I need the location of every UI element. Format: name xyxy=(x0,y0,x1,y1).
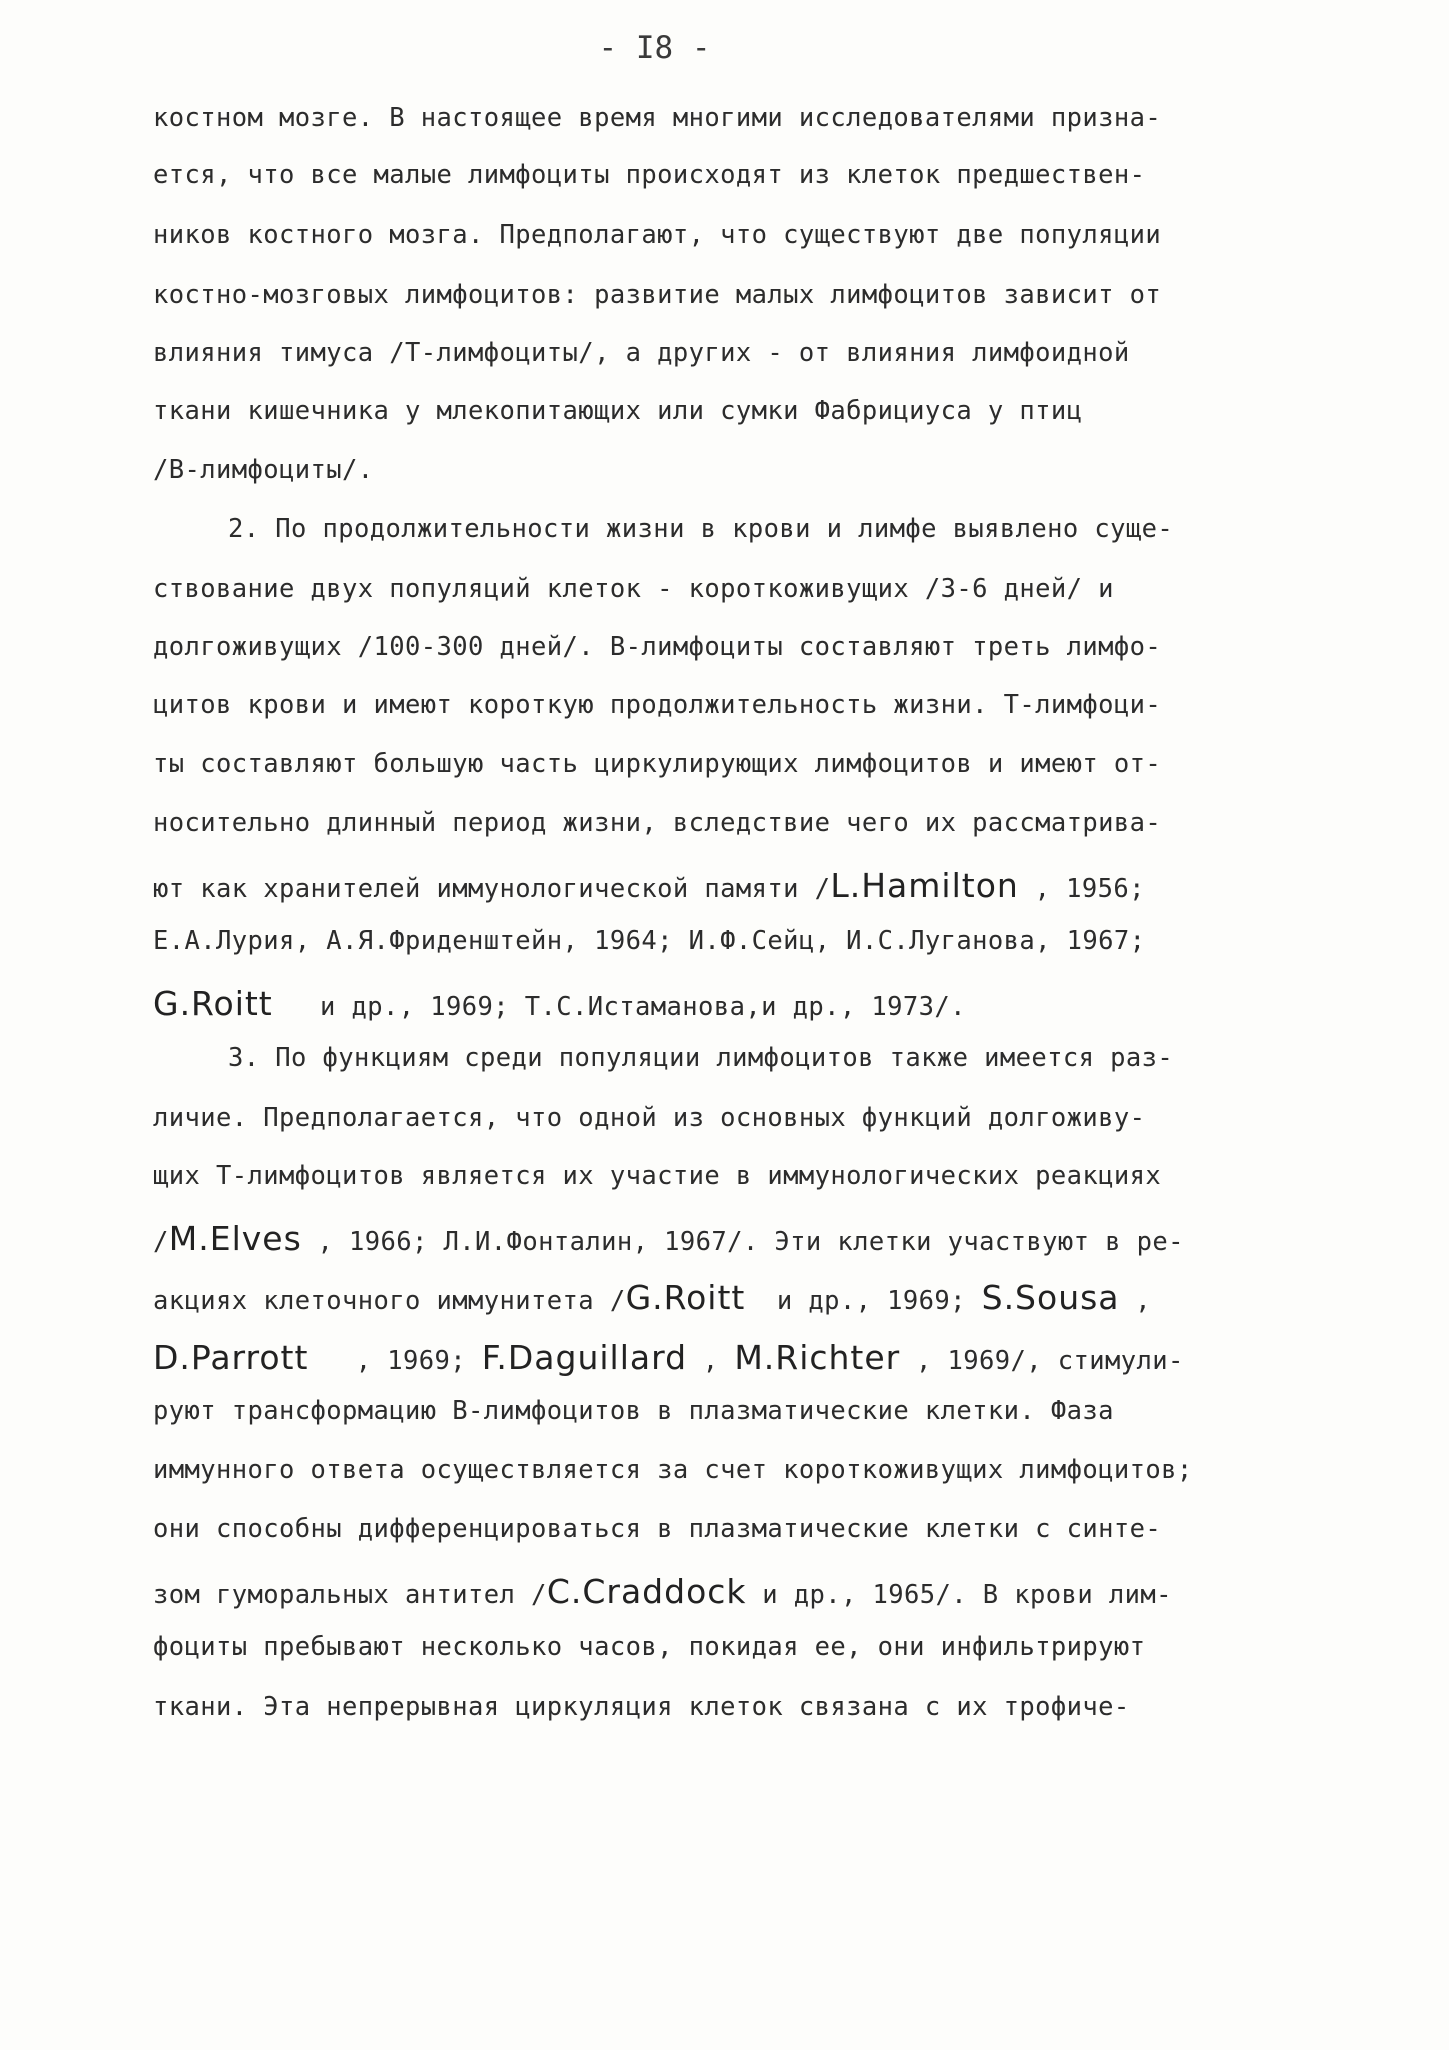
typed-text: Е.А.Лурия, А.Я.Фриденштейн, 1964; И.Ф.Сейц, И.С.Луганова, 1967; xyxy=(153,926,1146,956)
typed-text: и др., 1969; Т.С.Истаманова,и др., 1973/. xyxy=(272,992,966,1022)
text-line xyxy=(153,1692,1130,1722)
handwritten-citation: L.Hamilton xyxy=(830,866,1019,905)
typed-text: / xyxy=(153,1227,169,1257)
typed-text: ты составляют большую часть циркулирующих лимфоцитов и имеют от- xyxy=(153,749,1162,779)
text-line xyxy=(153,1396,1114,1426)
text-line xyxy=(153,632,1161,662)
text-line xyxy=(153,338,1130,368)
text-line xyxy=(153,455,374,485)
text-line xyxy=(153,220,1161,250)
typed-text: , 1956; xyxy=(1018,874,1145,904)
handwritten-citation: F.Daguillard xyxy=(481,1338,688,1377)
typed-text: , 1966; Л.И.Фонталин, 1967/. Эти клетки участвуют в ре- xyxy=(301,1227,1184,1257)
typed-text: носительно длинный период жизни, вследствие чего их рассматрива- xyxy=(153,808,1162,838)
text-line xyxy=(153,1514,1161,1544)
text-line xyxy=(153,574,1114,604)
handwritten-citation: S.Sousa xyxy=(981,1278,1120,1317)
typed-text: фоциты пребывают несколько часов, покидая ее, они инфильтрируют xyxy=(153,1632,1146,1662)
typed-text: личие. Предполагается, что одной из основных функций долгоживу- xyxy=(153,1103,1146,1133)
text-line xyxy=(153,984,966,1023)
text-line xyxy=(153,926,1145,956)
text-line xyxy=(153,690,1161,720)
typed-text: ткани кишечника у млекопитающих или сумки Фабрициуса у птиц xyxy=(153,396,1083,426)
typed-text: ется, что все малые лимфоциты происходят из клеток предшествен- xyxy=(153,160,1146,190)
typed-text: , 1969/, стимули- xyxy=(900,1346,1184,1376)
text-line xyxy=(153,1455,1193,1485)
typed-text: ников костного мозга. Предполагают, что существуют две популяции xyxy=(153,220,1162,250)
handwritten-citation: C.Craddock xyxy=(546,1572,747,1611)
text-line xyxy=(153,160,1145,190)
typed-text: ют как хранителей иммунологической памяти / xyxy=(153,874,831,904)
typed-text: влияния тимуса /Т-лимфоциты/, а других - от влияния лимфоидной xyxy=(153,338,1130,368)
text-line xyxy=(228,514,1173,544)
text-line xyxy=(153,808,1161,838)
typed-text: руют трансформацию В-лимфоцитов в плазматические клетки. Фаза xyxy=(153,1396,1114,1426)
typed-text: костном мозге. В настоящее время многими исследователями призна- xyxy=(153,103,1162,133)
text-line xyxy=(153,103,1161,133)
typed-text: зом гуморальных антител / xyxy=(153,1580,547,1610)
text-line xyxy=(153,1278,1151,1317)
typed-text: 3. По функциям среди популяции лимфоцитов также имеется раз- xyxy=(228,1043,1174,1073)
typed-text: и др., 1965/. В крови лим- xyxy=(746,1580,1172,1610)
typed-text: /В-лимфоциты/. xyxy=(153,455,374,485)
text-line xyxy=(153,396,1082,426)
typed-text: цитов крови и имеют короткую продолжительность жизни. Т-лимфоци- xyxy=(153,690,1162,720)
handwritten-citation: G.Roitt xyxy=(625,1278,746,1317)
text-line xyxy=(153,280,1161,310)
handwritten-citation: G.Roitt xyxy=(153,984,273,1023)
text-line xyxy=(153,749,1161,779)
text-line xyxy=(153,1103,1145,1133)
typed-text: костно-мозговых лимфоцитов: развитие малых лимфоцитов зависит от xyxy=(153,280,1162,310)
handwritten-citation: M.Elves xyxy=(168,1219,302,1258)
typed-text: 2. По продолжительности жизни в крови и лимфе выявлено суще- xyxy=(228,514,1174,544)
text-line xyxy=(153,1572,1172,1611)
text-line xyxy=(228,1043,1173,1073)
handwritten-citation: M.Richter xyxy=(734,1338,901,1377)
handwritten-citation: D.Parrott xyxy=(153,1338,309,1377)
text-line xyxy=(153,1632,1145,1662)
typed-text: они способны дифференцироваться в плазматические клетки с синте- xyxy=(153,1514,1162,1544)
typed-text: , xyxy=(1119,1286,1152,1316)
typed-text: , xyxy=(687,1346,735,1376)
text-line xyxy=(153,1161,1161,1191)
typed-text: долгоживущих /100-300 дней/. В-лимфоциты составляют треть лимфо- xyxy=(153,632,1162,662)
typed-text: ткани. Эта непрерывная циркуляция клеток связана с их трофиче- xyxy=(153,1692,1130,1722)
typed-text: , 1969; xyxy=(308,1346,482,1376)
text-line xyxy=(153,866,1145,905)
typed-text: ствование двух популяций клеток - короткоживущих /3-6 дней/ и xyxy=(153,574,1114,604)
text-line xyxy=(153,1338,1184,1377)
text-line xyxy=(153,1219,1184,1258)
typed-text: иммунного ответа осуществляется за счет короткоживущих лимфоцитов; xyxy=(153,1455,1193,1485)
typed-text: акциях клеточного иммунитета / xyxy=(153,1286,626,1316)
page-number: - I8 - xyxy=(598,30,711,66)
typed-text: и др., 1969; xyxy=(745,1286,982,1316)
typed-text: щих Т-лимфоцитов является их участие в иммунологических реакциях xyxy=(153,1161,1162,1191)
